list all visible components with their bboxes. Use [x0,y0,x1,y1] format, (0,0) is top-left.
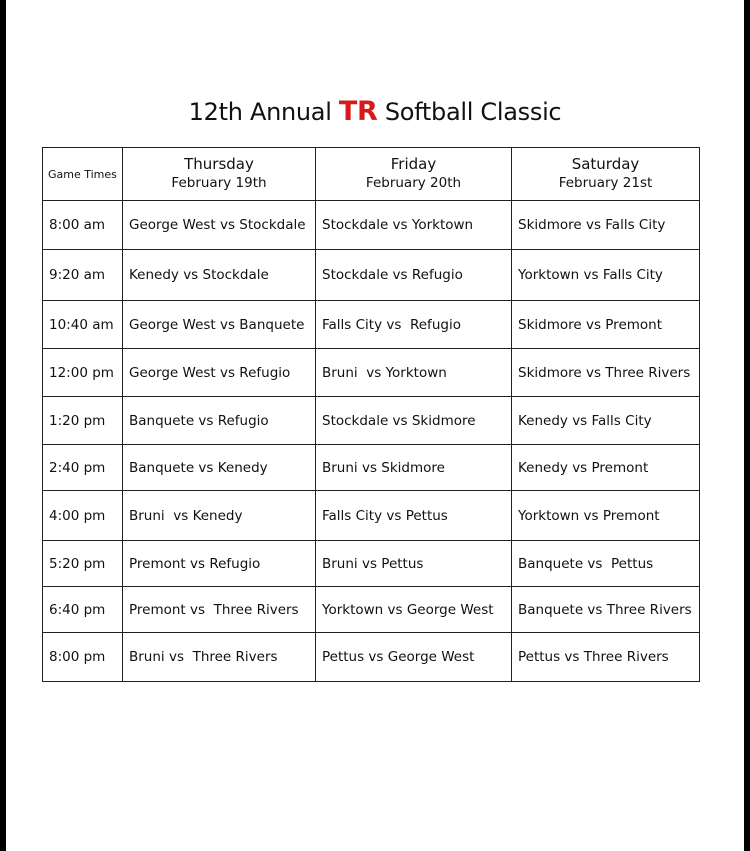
table-row [43,587,700,633]
matchup-cell: George West vs Banquete [123,301,316,349]
table-row [43,250,700,301]
game-time-cell: 12:00 pm [43,349,123,397]
game-time-cell: 5:20 pm [43,541,123,587]
table-row [43,541,700,587]
matchup-cell: Bruni vs Kenedy [123,491,316,541]
table-row [43,491,700,541]
matchup-cell: Banquete vs Kenedy [123,445,316,491]
matchup-cell: Stockdale vs Refugio [316,250,512,301]
header-row [43,148,700,201]
title-prefix: 12th Annual [188,98,339,126]
matchup-cell: Bruni vs Three Rivers [123,633,316,682]
day-header-friday [316,148,512,201]
game-time-cell: 8:00 am [43,201,123,250]
game-time-cell: 6:40 pm [43,587,123,633]
matchup-cell: Yorktown vs George West [316,587,512,633]
matchup-cell: Falls City vs Pettus [316,491,512,541]
matchup-cell: Skidmore vs Three Rivers [512,349,700,397]
game-times-header: Game Times [43,148,123,201]
day-header-thursday [123,148,316,201]
title-accent: TR [338,96,378,127]
day-name: Thursday [184,155,254,173]
table-row [43,301,700,349]
day-date: February 21st [558,175,653,191]
table-row [43,445,700,491]
table-row [43,633,700,682]
matchup-cell: Premont vs Refugio [123,541,316,587]
matchup-cell: Yorktown vs Premont [512,491,700,541]
day-name: Friday [390,155,437,173]
matchup-cell: Skidmore vs Falls City [512,201,700,250]
matchup-cell: George West vs Stockdale [123,201,316,250]
matchup-cell: Skidmore vs Premont [512,301,700,349]
matchup-cell: Pettus vs George West [316,633,512,682]
matchup-cell: Banquete vs Refugio [123,397,316,445]
day-header-saturday [512,148,700,201]
matchup-cell: George West vs Refugio [123,349,316,397]
game-time-cell: 8:00 pm [43,633,123,682]
page-title [0,96,750,127]
matchup-cell: Kenedy vs Falls City [512,397,700,445]
title-suffix: Softball Classic [377,98,562,126]
schedule-body [43,201,700,682]
game-time-cell: 9:20 am [43,250,123,301]
table-row [43,349,700,397]
day-date: February 20th [365,175,462,191]
game-time-cell: 1:20 pm [43,397,123,445]
table-row [43,397,700,445]
schedule-table [42,147,700,682]
day-date: February 19th [171,175,267,191]
matchup-cell: Premont vs Three Rivers [123,587,316,633]
matchup-cell: Bruni vs Skidmore [316,445,512,491]
matchup-cell: Yorktown vs Falls City [512,250,700,301]
matchup-cell: Banquete vs Three Rivers [512,587,700,633]
game-time-cell: 4:00 pm [43,491,123,541]
day-name: Saturday [571,155,640,173]
matchup-cell: Kenedy vs Premont [512,445,700,491]
table-row [43,201,700,250]
matchup-cell: Bruni vs Pettus [316,541,512,587]
game-time-cell: 10:40 am [43,301,123,349]
matchup-cell: Stockdale vs Yorktown [316,201,512,250]
matchup-cell: Falls City vs Refugio [316,301,512,349]
matchup-cell: Banquete vs Pettus [512,541,700,587]
matchup-cell: Stockdale vs Skidmore [316,397,512,445]
matchup-cell: Pettus vs Three Rivers [512,633,700,682]
game-time-cell: 2:40 pm [43,445,123,491]
matchup-cell: Kenedy vs Stockdale [123,250,316,301]
matchup-cell: Bruni vs Yorktown [316,349,512,397]
